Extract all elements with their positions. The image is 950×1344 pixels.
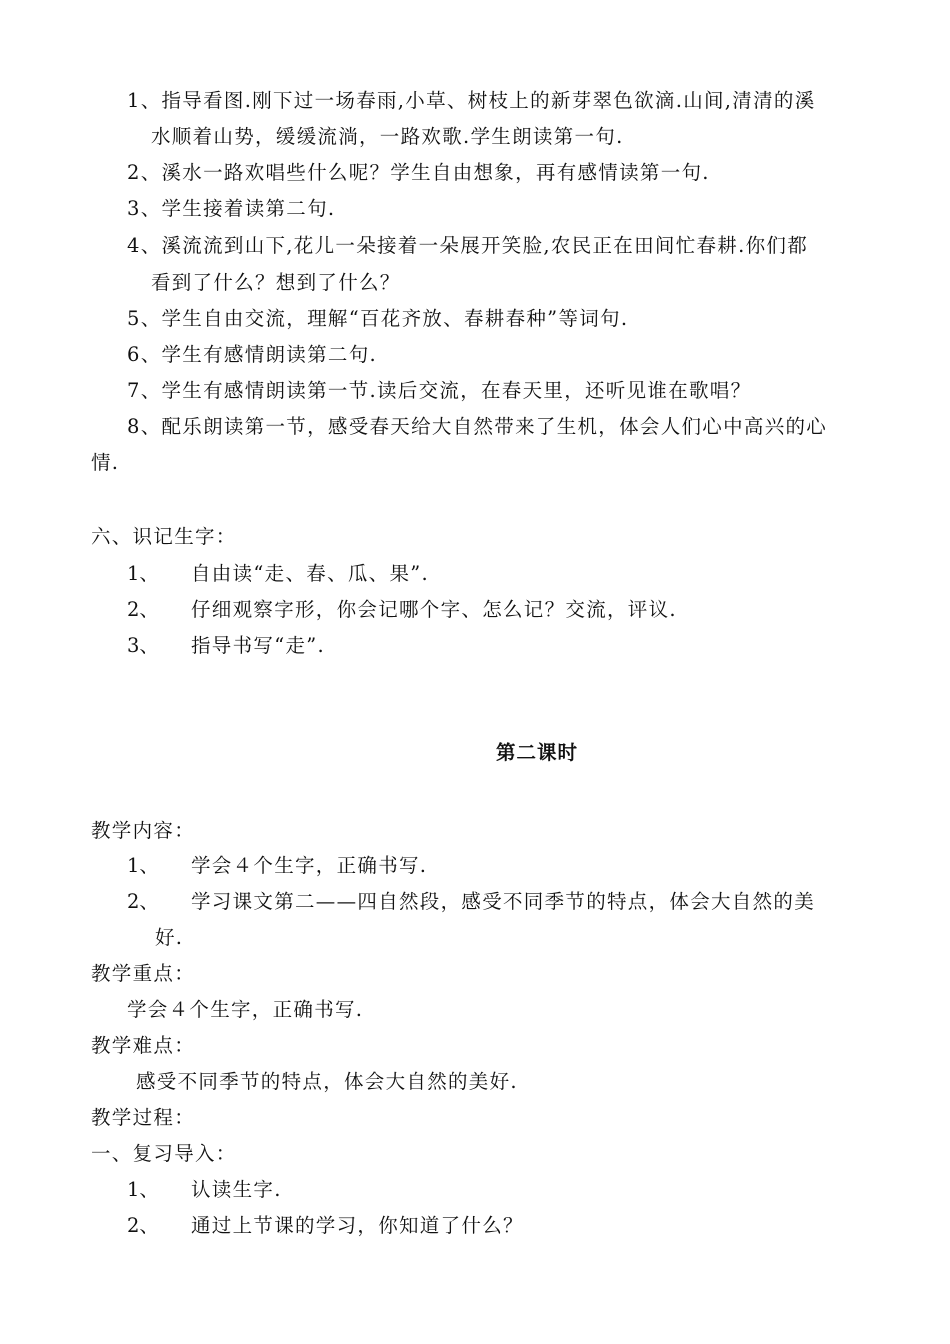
content-item-2-number: 2、	[127, 890, 159, 913]
review-item-1-number: 1、	[127, 1178, 159, 1201]
step-7: 7、学生有感情朗读第一节.读后交流，在春天里，还听见谁在歌唱？	[127, 379, 752, 402]
content-item-2-text: 学习课文第二——四自然段，感受不同季节的特点，体会大自然的美	[191, 890, 816, 913]
section-6-item-1-number: 1、	[127, 562, 159, 585]
section-6-heading: 六、识记生字：	[91, 525, 237, 548]
section-6-item-3-text: 指导书写“走”.	[191, 634, 326, 657]
content-item-2-continuation: 好.	[155, 926, 184, 949]
difficulty-text: 感受不同季节的特点，体会大自然的美好.	[136, 1070, 518, 1093]
step-5: 5、学生自由交流，理解“百花齐放、春耕春种”等词句.	[127, 307, 629, 330]
review-item-1-text: 认读生字.	[191, 1178, 282, 1201]
step-6: 6、学生有感情朗读第二句.	[127, 343, 378, 366]
section-6-item-2-number: 2、	[127, 598, 159, 621]
step-8-line-1: 8、配乐朗读第一节，感受春天给大自然带来了生机，体会人们心中高兴的心	[127, 415, 828, 438]
lesson-2-title: 第二课时	[495, 741, 578, 764]
difficulty-label: 教学难点：	[91, 1034, 196, 1057]
review-item-2-number: 2、	[127, 1214, 159, 1237]
content-item-1-text: 学会４个生字，正确书写.	[191, 854, 428, 877]
step-3: 3、学生接着读第二句.	[127, 197, 336, 220]
section-6-item-1-text: 自由读“走、春、瓜、果”.	[191, 562, 430, 585]
key-point-label: 教学重点：	[91, 962, 196, 985]
section-6-item-3-number: 3、	[127, 634, 159, 657]
process-label: 教学过程：	[91, 1106, 196, 1129]
key-point-text: 学会４个生字，正确书写.	[127, 998, 364, 1021]
step-1-line-1: 1、指导看图.刚下过一场春雨,小草、树枝上的新芽翠色欲滴.山间,清清的溪	[127, 89, 816, 112]
step-4-line-1: 4、溪流流到山下,花儿一朵接着一朵展开笑脸,农民正在田间忙春耕.你们都	[127, 234, 809, 257]
review-item-2-text: 通过上节课的学习，你知道了什么？	[191, 1214, 524, 1237]
step-2: 2、溪水一路欢唱些什么呢？学生自由想象，再有感情读第一句.	[127, 161, 710, 184]
step-1-line-2: 水顺着山势，缓缓流淌，一路欢歌.学生朗读第一句.	[151, 125, 624, 148]
section-6-item-2-text: 仔细观察字形，你会记哪个字、怎么记？交流，评议.	[191, 598, 677, 621]
review-heading: 一、复习导入：	[91, 1142, 237, 1165]
content-label: 教学内容：	[91, 819, 196, 842]
step-4-line-2: 看到了什么？想到了什么？	[151, 271, 401, 294]
step-8-line-2: 情.	[91, 451, 120, 474]
content-item-1-number: 1、	[127, 854, 159, 877]
